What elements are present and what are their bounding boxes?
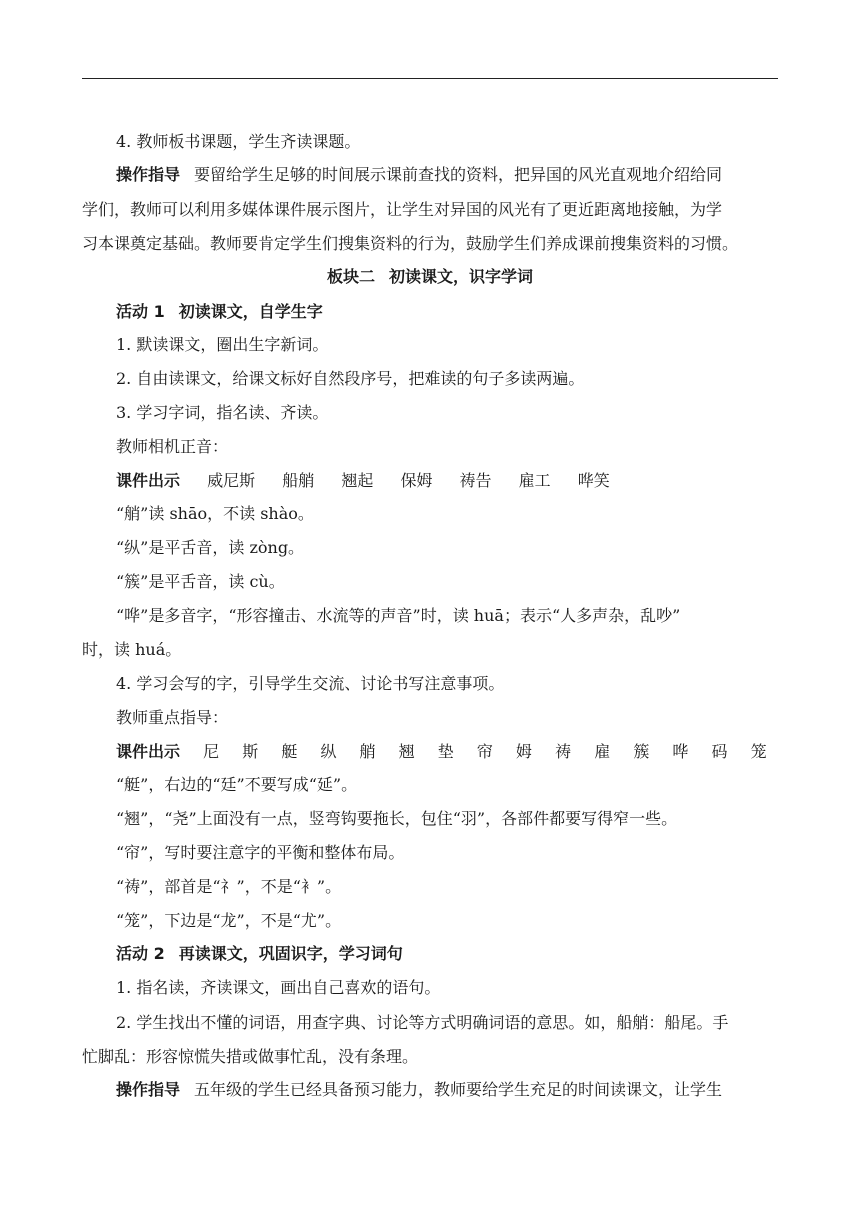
vocab-word: 威尼斯 xyxy=(207,471,256,490)
section-label: 板块二 xyxy=(326,267,375,286)
activity-label: 活动 2 xyxy=(116,944,165,963)
write-char: 笼 xyxy=(750,742,767,761)
write-char: 哗 xyxy=(672,742,689,761)
guide-text: 五年级的学生已经具备预习能力，教师要给学生充足的时间读课文，让学生 xyxy=(194,1080,723,1099)
write-char: 翘 xyxy=(398,742,415,761)
pronunciation-note: “哗”是多音字，“形容撞击、水流等的声音”时，读 huā；表示“人多声杂，乱吵” xyxy=(116,606,681,625)
vocab-word: 船艄 xyxy=(282,471,315,490)
activity-2-step-1: 1. 指名读，齐读课文，画出自己喜欢的语句。 xyxy=(116,978,441,997)
guide-1-line-2: 学们，教师可以利用多媒体课件展示图片，让学生对异国的风光有了更近距离地接触，为学 xyxy=(82,200,723,219)
courseware-words xyxy=(82,470,778,492)
activity-1-step-1: 1. 默读课文，圈出生字新词。 xyxy=(116,335,329,354)
writing-note: “笼”，下边是“龙”，不是“尤”。 xyxy=(116,911,342,930)
courseware-label: 课件出示 xyxy=(116,742,181,761)
guide-label: 操作指导 xyxy=(116,1080,181,1099)
write-char: 帘 xyxy=(476,742,493,761)
writing-note: “帘”，写时要注意字的平衡和整体布局。 xyxy=(116,843,405,862)
activity-1-heading xyxy=(82,301,778,323)
pronunciation-note: “纵”是平舌音，读 zòng。 xyxy=(116,538,305,557)
write-char: 祷 xyxy=(555,742,572,761)
step-4-blackboard: 4. 教师板书课题，学生齐读课题。 xyxy=(116,132,361,151)
activity-1-step-2: 2. 自由读课文，给课文标好自然段序号，把难读的句子多读两遍。 xyxy=(116,369,585,388)
vocab-word: 哗笑 xyxy=(577,471,610,490)
write-char: 艇 xyxy=(281,742,298,761)
teacher-correct-note: 教师相机正音： xyxy=(116,437,229,456)
guide-text: 要留给学生足够的时间展示课前查找的资料，把异国的风光直观地介绍给同 xyxy=(194,165,723,184)
write-char: 码 xyxy=(711,742,728,761)
activity-1-step-4: 4. 学习会写的字，引导学生交流、讨论书写注意事项。 xyxy=(116,674,505,693)
write-char: 姆 xyxy=(515,742,532,761)
vocab-word: 保姆 xyxy=(400,471,433,490)
activity-title: 再读课文，巩固识字，学习词句 xyxy=(178,944,403,963)
section-heading xyxy=(82,266,778,288)
guide-2-line-1 xyxy=(82,1079,778,1101)
activity-2-step-2: 2. 学生找出不懂的词语，用查字典、讨论等方式明确词语的意思。如，船艄：船尾。手 xyxy=(116,1013,729,1032)
vocab-word: 雇工 xyxy=(518,471,551,490)
section-title: 初读课文，识字学词 xyxy=(389,267,534,286)
write-char: 斯 xyxy=(242,742,259,761)
vocab-word: 翘起 xyxy=(341,471,374,490)
activity-2-heading xyxy=(82,943,778,965)
write-char: 垫 xyxy=(437,742,454,761)
activity-1-step-3: 3. 学习字词，指名读、齐读。 xyxy=(116,403,329,422)
writing-note: “祷”，部首是“礻”，不是“衤”。 xyxy=(116,877,342,896)
header-rule xyxy=(82,78,778,79)
writing-note: “翘”，“尧”上面没有一点，竖弯钩要拖长，包住“羽”，各部件都要写得窄一些。 xyxy=(116,809,678,828)
write-char: 艄 xyxy=(359,742,376,761)
pronunciation-note: “簇”是平舌音，读 cù。 xyxy=(116,572,285,591)
write-char: 尼 xyxy=(203,742,220,761)
activity-2-step-2-cont: 忙脚乱：形容惊慌失措或做事忙乱，没有条理。 xyxy=(82,1047,419,1066)
activity-title: 初读课文，自学生字 xyxy=(178,302,323,321)
write-char: 雇 xyxy=(594,742,611,761)
write-char: 簇 xyxy=(633,742,650,761)
write-char: 纵 xyxy=(320,742,337,761)
guide-label: 操作指导 xyxy=(116,165,181,184)
writing-note: “艇”，右边的“廷”不要写成“延”。 xyxy=(116,775,358,794)
teacher-focus-note: 教师重点指导： xyxy=(116,708,229,727)
vocab-word: 祷告 xyxy=(459,471,492,490)
courseware-chars xyxy=(82,741,778,763)
courseware-label: 课件出示 xyxy=(116,471,181,490)
activity-label: 活动 1 xyxy=(116,302,165,321)
guide-1-line-1 xyxy=(82,164,778,186)
pronunciation-note: “艄”读 shāo，不读 shào。 xyxy=(116,504,314,523)
pronunciation-note-cont: 时，读 huá。 xyxy=(82,640,182,659)
guide-1-line-3: 习本课奠定基础。教师要肯定学生们搜集资料的行为，鼓励学生们养成课前搜集资料的习惯。 xyxy=(82,234,739,253)
